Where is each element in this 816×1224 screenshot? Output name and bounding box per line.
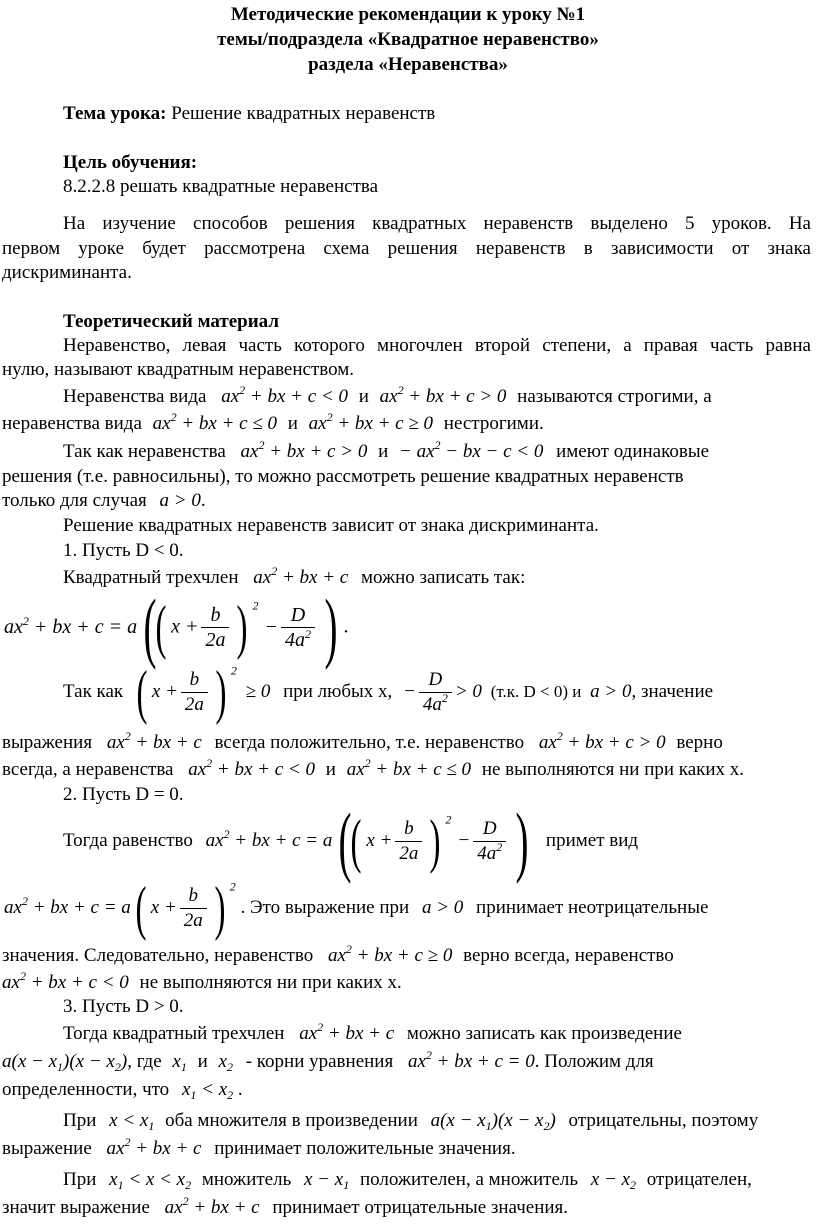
formula: $x_1$ xyxy=(172,1051,187,1074)
formula: a > 0 xyxy=(590,681,632,702)
formula: $ax^2$ + bx + c > 0 xyxy=(538,729,666,753)
formula: $x_1 < x_2$ xyxy=(181,1079,234,1102)
intro-line-1: На изучение способов решения квадратных неравенств выделено 5 уроков. На xyxy=(63,213,811,234)
formula: $ax^2$ + bx + c xyxy=(253,564,349,588)
trinom-line xyxy=(63,564,526,589)
formula: $ax^2$ + bx + c < 0 xyxy=(188,756,316,780)
theory-p2-line-2 xyxy=(2,410,544,435)
text: нестрогими. xyxy=(443,413,544,434)
text: При xyxy=(63,1169,97,1190)
then-line: Тогда равенство $ax^2$ + bx + c = a(( x + $\frac{b}{2a}$ ) $^2$− $\frac{D}{4a^2}$ ) примет вид xyxy=(63,797,639,884)
formula: $ax^2$ + bx + c < 0 xyxy=(2,969,129,993)
topic-row xyxy=(63,103,435,125)
text: всегда, а неравенства xyxy=(2,759,174,780)
formula: $ax^2$ + bx + c = 0 xyxy=(407,1048,535,1072)
formula: $x_1 < x < x_2$ xyxy=(109,1169,192,1192)
doc-title-line-2: темы/подраздела «Квадратное неравенство» xyxy=(217,29,599,50)
text: отрицательны, поэтому xyxy=(568,1110,759,1131)
text: оба множителя в произведении xyxy=(165,1110,418,1131)
since-line: Так как ( x + $\frac{b}{2a}$ ) $^2$ ≥ 0 при любых x, − $\frac{D}{4a^2}$ > 0 (т.к. D < 0) и a > 0, значение xyxy=(63,659,714,725)
formula: $ax^2$ + bx + c ≥ 0 xyxy=(327,942,453,966)
text: положителен, а множитель xyxy=(359,1169,579,1190)
theory-p3-line-3: только для случая a > 0. xyxy=(2,490,206,511)
text: (т.к. D < 0) и xyxy=(490,682,582,701)
theory-heading: Теоретический материал xyxy=(63,311,279,332)
text: Так как xyxy=(63,681,124,702)
neg-line xyxy=(2,1194,569,1219)
theory-p4: Решение квадратных неравенств зависит от знака дискриминанта. xyxy=(63,515,599,536)
def-line: определенности, что $x_1 < x_2$ . xyxy=(2,1079,243,1102)
text: не выполняются ни при каких x. xyxy=(481,759,745,780)
text: , значение xyxy=(631,681,714,702)
goal-label: Цель обучения: xyxy=(63,152,198,173)
doc-title-line-3: раздела «Неравенства» xyxy=(308,54,508,75)
text: , где xyxy=(127,1051,162,1072)
text: и xyxy=(287,413,298,434)
formula: a > 0 xyxy=(421,897,464,918)
text: множитель xyxy=(201,1169,292,1190)
text: Неравенства вида xyxy=(63,386,207,407)
text: и xyxy=(197,1051,208,1072)
text: и xyxy=(325,759,336,780)
text: значения. Следовательно, неравенство xyxy=(2,945,314,966)
text: Тогда квадратный трехчлен xyxy=(63,1023,285,1044)
formula: $ax^2$ + bx + c xyxy=(164,1194,260,1218)
text: верно xyxy=(676,732,723,753)
case-3-heading: 3. Пусть D > 0. xyxy=(63,996,184,1017)
case-1-heading: 1. Пусть D < 0. xyxy=(63,540,184,561)
formula: $x - x_2$ xyxy=(590,1169,636,1192)
formula: − $ax^2$ − bx − c < 0 xyxy=(399,438,544,462)
text: При xyxy=(63,1110,97,1131)
text: Так как неравенства xyxy=(63,441,226,462)
values-line xyxy=(2,942,674,967)
text: . Положим для xyxy=(534,1051,654,1072)
when1-line xyxy=(63,1110,758,1132)
formula-completing-square: $ax^2$ + bx + c = a(( x + $\frac{b}{2a}$ ) $^2$− $\frac{D}{4a^2}$ ) . xyxy=(4,583,349,670)
text: не выполняются ни при каких x. xyxy=(139,972,402,993)
goal-value: 8.2.2.8 решать квадратные неравенства xyxy=(63,176,379,197)
formula: a > 0 xyxy=(159,490,201,511)
case-2-heading: 2. Пусть D = 0. xyxy=(63,784,184,805)
topic-value: Решение квадратных неравенств xyxy=(171,103,436,124)
expr-line xyxy=(2,729,723,754)
always-line xyxy=(2,756,745,781)
text: и xyxy=(358,386,369,407)
intro-line-2: первом уроке будет рассмотрена схема решения неравенств в зависимости от знака xyxy=(2,238,811,259)
text: неравенства вида xyxy=(2,413,142,434)
text: . Это выражение при xyxy=(240,897,410,918)
text: выражения xyxy=(2,732,93,753)
text: можно записать как произведение xyxy=(406,1023,682,1044)
text: всегда положительно, т.е. неравенство xyxy=(214,732,525,753)
formula: $ax^2$ + bx + c xyxy=(106,1135,202,1159)
text: имеют одинаковые xyxy=(556,441,710,462)
text: принимает отрицательные значения. xyxy=(272,1197,569,1218)
formula: $x < x_1$ xyxy=(109,1110,155,1133)
theory-p3-line-2: решения (т.е. равносильны), то можно рассмотреть решение квадратных неравенств xyxy=(2,466,684,487)
text: определенности, что xyxy=(2,1079,170,1100)
text: называются строгими, а xyxy=(517,386,712,407)
formula: $ax^2$ + bx + c ≤ 0 xyxy=(346,756,472,780)
text: - корни уравнения xyxy=(245,1051,394,1072)
text: только для случая xyxy=(2,490,147,511)
text: Квадратный трехчлен xyxy=(63,567,239,588)
formula: $ax^2$ + bx + c xyxy=(106,729,202,753)
text: Тогда равенство xyxy=(63,830,193,851)
text: значит выражение xyxy=(2,1197,150,1218)
text: принимает положительные значения. xyxy=(214,1138,516,1159)
theory-p1-line-2: нулю, называют квадратным неравенством. xyxy=(2,359,355,380)
theory-p3-line-1 xyxy=(63,438,710,463)
formula: $a(x - x_1)(x - x_2)$ xyxy=(430,1110,556,1133)
text: и xyxy=(378,441,389,462)
formula: $x_2$ xyxy=(218,1051,233,1074)
text: примет вид xyxy=(545,830,639,851)
formula: $x - x_1$ xyxy=(304,1169,350,1192)
prod-line xyxy=(63,1020,682,1045)
topic-label: Тема урока: xyxy=(63,103,167,124)
doc-title-line-1: Методические рекомендации к уроку №1 xyxy=(230,4,586,25)
formula: $ax^2$ + bx + c xyxy=(299,1020,395,1044)
pos-line xyxy=(2,1135,516,1160)
formula: $ax^2$ + bx + c > 0 xyxy=(379,383,507,407)
never-line xyxy=(2,969,402,994)
formula: $a(x - x_1)(x - x_2)$ xyxy=(2,1051,128,1074)
text: принимает неотрицательные xyxy=(476,897,709,918)
text: верно всегда, неравенство xyxy=(463,945,674,966)
formula: $ax^2$ + bx + c ≤ 0 xyxy=(152,410,277,434)
theory-p2-line-1 xyxy=(63,383,712,408)
theory-p1-line-1: Неравенство, левая часть которого многочлен второй степени, а правая часть равна xyxy=(63,335,811,356)
text: при любых x, xyxy=(283,681,393,702)
formula: $ax^2$ + bx + c ≥ 0 xyxy=(308,410,434,434)
text: выражение xyxy=(2,1138,92,1159)
formula: $ax^2$ + bx + c > 0 xyxy=(240,438,368,462)
when2-line xyxy=(63,1169,752,1191)
intro-line-3: дискриминанта. xyxy=(2,262,132,283)
square-line: $ax^2$ + bx + c = a( x + $\frac{b}{2a}$ ) $^2$ . Это выражение при a > 0 принимает неотрицательные xyxy=(4,875,709,941)
roots-line xyxy=(2,1048,654,1074)
formula: $ax^2$ + bx + c < 0 xyxy=(221,383,348,407)
text: отрицателен, xyxy=(646,1169,752,1190)
text: можно записать так: xyxy=(360,567,526,588)
